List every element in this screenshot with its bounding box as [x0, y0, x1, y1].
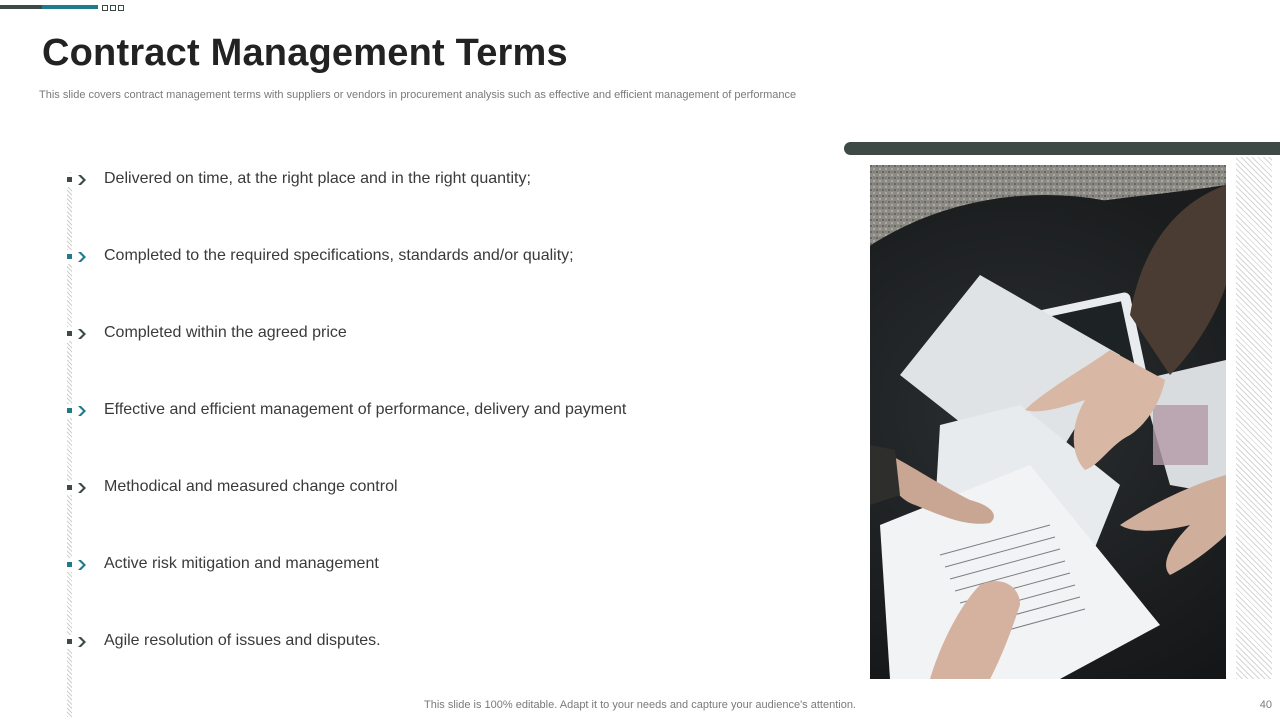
top-accent-squares [102, 5, 124, 11]
slide-title: Contract Management Terms [42, 32, 568, 74]
chevron-right-icon [76, 482, 88, 494]
bullet-square [67, 177, 72, 182]
decorative-stripes [1236, 157, 1272, 679]
bullet-marker [66, 404, 92, 418]
chevron-right-icon [76, 405, 88, 417]
photo-illustration [870, 165, 1226, 679]
page-number: 40 [1259, 699, 1272, 711]
bullet-text: Delivered on time, at the right place and in the right quantity; [104, 170, 531, 187]
accent-square [110, 5, 116, 11]
bullet-text: Active risk mitigation and management [104, 555, 379, 572]
bullet-text: Completed to the required specifications, standards and/or quality; [104, 247, 574, 264]
chevron-right-icon [76, 636, 88, 648]
bullet-text: Effective and efficient management of performance, delivery and payment [104, 401, 627, 418]
top-accent-bar-dark [0, 5, 42, 9]
bullet-square [67, 485, 72, 490]
slide-subtitle: This slide covers contract management terms with suppliers or vendors in procurement analysis such as effective and efficient management of performance [39, 89, 797, 101]
bullet-text: Methodical and measured change control [104, 478, 398, 495]
bullet-square [67, 639, 72, 644]
bullet-square [67, 331, 72, 336]
accent-square [118, 5, 124, 11]
bullet-marker [66, 250, 92, 264]
chevron-right-icon [76, 328, 88, 340]
bullet-marker [66, 558, 92, 572]
accent-square [102, 5, 108, 11]
bullet-marker [66, 481, 92, 495]
bullet-text: Completed within the agreed price [104, 324, 347, 341]
top-accent-bar-teal [42, 5, 98, 9]
chevron-right-icon [76, 174, 88, 186]
decorative-header-bar [844, 142, 1280, 155]
photo-hands-reviewing-documents [870, 165, 1226, 679]
bullet-marker [66, 327, 92, 341]
bullet-square [67, 408, 72, 413]
bullet-square [67, 562, 72, 567]
chevron-right-icon [76, 251, 88, 263]
bullet-square [67, 254, 72, 259]
bullet-text: Agile resolution of issues and disputes. [104, 632, 381, 649]
bullet-marker [66, 635, 92, 649]
footer-note: This slide is 100% editable. Adapt it to your needs and capture your audience's attention. [424, 699, 856, 711]
chevron-right-icon [76, 559, 88, 571]
bullet-marker [66, 173, 92, 187]
